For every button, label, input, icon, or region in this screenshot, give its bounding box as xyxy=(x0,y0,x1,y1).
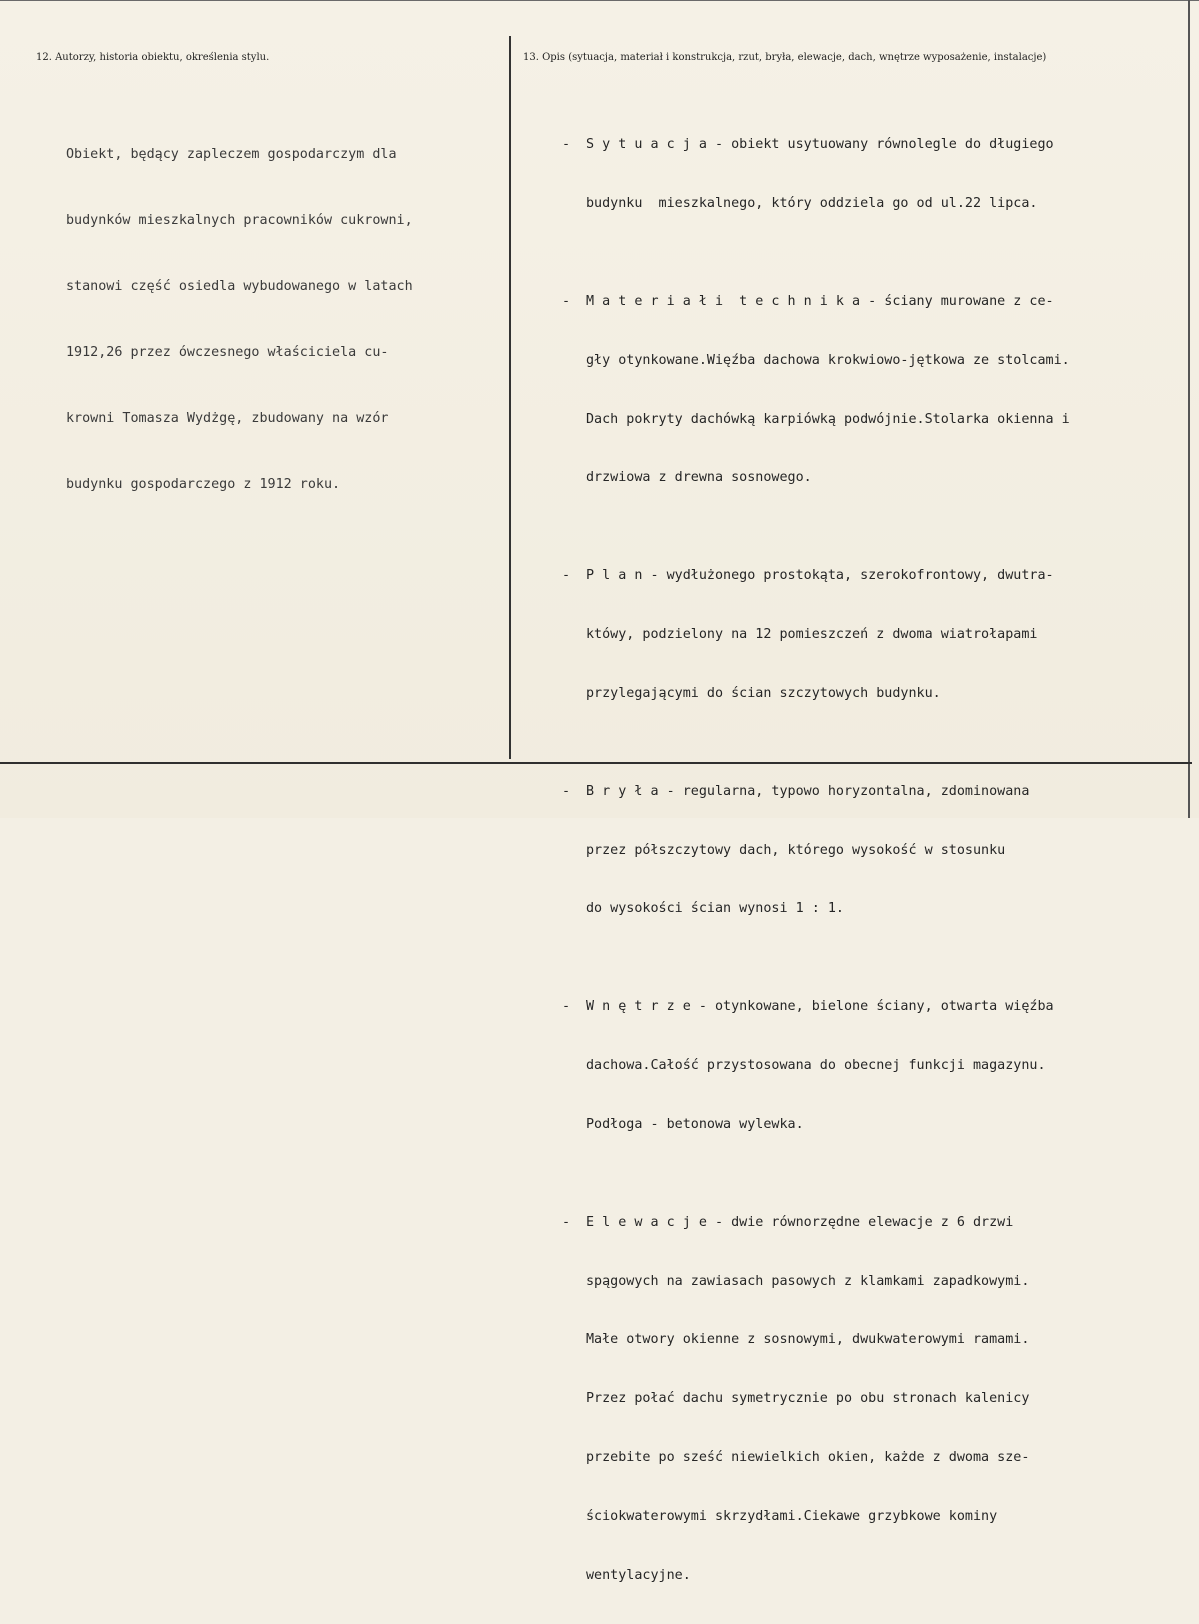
text-line: W n ę t r z e - otynkowane, bielone ściany, otwarta więźba xyxy=(586,999,1054,1015)
text-line: stanowi część osiedla wybudowanego w latach xyxy=(66,279,413,294)
text-line: krowni Tomasza Wydżgę, zbudowany na wzór xyxy=(66,411,389,426)
text-line: B r y ł a - regularna, typowo horyzontalna, zdominowana xyxy=(586,783,1030,799)
list-dash: - xyxy=(562,293,571,309)
column-divider xyxy=(509,36,511,759)
text-line: ściokwaterowymi skrzydłami.Ciekawe grzybkowe kominy xyxy=(586,1508,998,1524)
text-line: 1912,26 przez ówczesnego właściciela cu- xyxy=(66,345,389,360)
text-line: gły otynkowane.Więźba dachowa krokwiowo-jętkowa ze stolcami. xyxy=(586,352,1070,368)
description-entry-material xyxy=(562,253,1070,527)
text-line: S y t u a c j a - obiekt usytuowany równolegle do długiego xyxy=(586,137,1054,153)
text-line: do wysokości ścian wynosi 1 : 1. xyxy=(586,901,844,917)
text-line: budynków mieszkalnych pracowników cukrowni, xyxy=(66,213,413,228)
section-12-text xyxy=(66,100,413,540)
description-entry-elewacje xyxy=(562,1174,1070,1624)
text-line: dachowa.Całość przystosowana do obecnej funkcji magazynu. xyxy=(586,1058,1046,1074)
text-line: Podłoga - betonowa wylewka. xyxy=(586,1116,804,1132)
description-entry-plan xyxy=(562,527,1070,743)
top-border-line xyxy=(0,0,1199,1)
section-13-heading: 13. Opis (sytuacja, materiał i konstrukcja, rzut, bryła, elewacje, dach, wnętrze wyposażenie, instalacje) xyxy=(523,52,1047,63)
text-line: Dach pokryty dachówką karpiówką podwójnie.Stolarka okienna i xyxy=(586,411,1070,427)
section-13-description-list xyxy=(562,96,1070,1624)
text-line: wentylacyjne. xyxy=(586,1567,691,1583)
right-border-line xyxy=(1188,0,1190,818)
list-dash: - xyxy=(562,137,571,153)
list-dash: - xyxy=(562,1214,571,1230)
section-12-heading: 12. Autorzy, historia obiektu, określenia stylu. xyxy=(36,52,270,63)
text-line: P l a n - wydłużonego prostokąta, szerokofrontowy, dwutra- xyxy=(586,568,1054,584)
text-line: przebite po sześć niewielkich okien, każde z dwoma sze- xyxy=(586,1449,1030,1465)
text-line: Małe otwory okienne z sosnowymi, dwukwaterowymi ramami. xyxy=(586,1332,1030,1348)
text-line: Obiekt, będący zapleczem gospodarczym dla xyxy=(66,147,397,162)
description-entry-wnetrze xyxy=(562,958,1070,1174)
list-dash: - xyxy=(562,568,571,584)
text-line: któwy, podzielony na 12 pomieszczeń z dwoma wiatrołapami xyxy=(586,627,1038,643)
text-line: E l e w a c j e - dwie równorzędne elewacje z 6 drzwi xyxy=(586,1214,1014,1230)
text-line: przez półszczytowy dach, którego wysokość w stosunku xyxy=(586,842,1006,858)
description-entry-sytuacja xyxy=(562,96,1070,253)
list-dash: - xyxy=(562,999,571,1015)
text-line: M a t e r i a ł i t e c h n i k a - ściany murowane z ce- xyxy=(586,293,1054,309)
text-line: spągowych na zawiasach pasowych z klamkami zapadkowymi. xyxy=(586,1273,1030,1289)
text-line: przylegającymi do ścian szczytowych budynku. xyxy=(586,685,941,701)
description-entry-bryla xyxy=(562,743,1070,959)
text-line: Przez połać dachu symetrycznie po obu stronach kalenicy xyxy=(586,1391,1030,1407)
text-line: drzwiowa z drewna sosnowego. xyxy=(586,470,812,486)
text-line: budynku gospodarczego z 1912 roku. xyxy=(66,477,341,492)
text-line: budynku mieszkalnego, który oddziela go od ul.22 lipca. xyxy=(586,195,1038,211)
list-dash: - xyxy=(562,783,571,799)
